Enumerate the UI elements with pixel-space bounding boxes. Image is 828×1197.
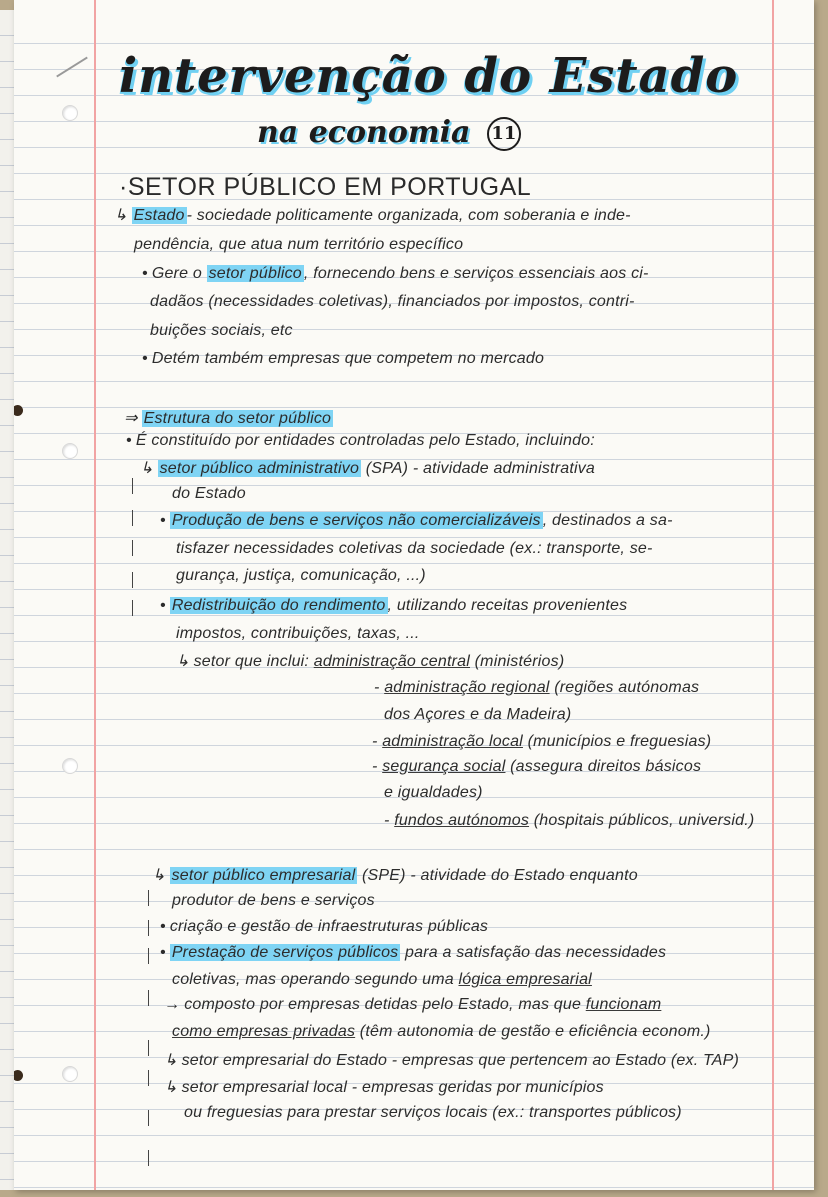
bullet-marker: • <box>160 512 166 529</box>
bullet-marker: • <box>160 944 166 961</box>
note-line <box>384 812 754 830</box>
highlighted-term: Produção de bens e serviços não comercializáveis <box>171 512 541 529</box>
margin-tick <box>148 1150 149 1166</box>
note-text: , fornecendo bens e serviços essenciais aos ci- <box>303 265 649 282</box>
bullet-marker: ↳ <box>164 1052 178 1069</box>
underlined-term: fundos autónomos <box>394 812 530 829</box>
note-text: dos Açores e da Madeira) <box>384 706 572 723</box>
note-line <box>134 236 463 254</box>
note-text: - sociedade politicamente organizada, com soberania e inde- <box>186 207 631 224</box>
bullet-marker: • <box>160 597 166 614</box>
page-subtitle <box>257 115 521 151</box>
note-text: , destinados a sa- <box>542 512 673 529</box>
bullet-marker: ⇒ <box>124 410 138 427</box>
note-text: ou freguesias para prestar serviços locais (ex.: transportes públicos) <box>184 1104 682 1121</box>
note-text: gurança, justiça, comunicação, ...) <box>176 567 426 584</box>
note-text: produtor de bens e serviços <box>172 892 375 909</box>
bullet-marker: ↳ <box>140 460 154 477</box>
note-text: (ministérios) <box>470 653 565 670</box>
note-line <box>184 1104 682 1122</box>
margin-tick <box>148 948 149 964</box>
note-line <box>172 485 246 503</box>
bullet-marker: • <box>160 918 166 935</box>
bullet-marker: • <box>142 265 148 282</box>
note-text: pendência, que atua num território específico <box>134 236 464 253</box>
notebook-page <box>14 0 814 1190</box>
note-text: do Estado <box>172 485 246 502</box>
note-text: (SPA) - atividade administrativa <box>361 460 596 477</box>
note-line <box>172 892 375 910</box>
note-line <box>374 679 699 697</box>
underlined-term: como empresas privadas <box>172 1023 356 1040</box>
note-text: - <box>384 812 395 829</box>
underlined-term: lógica empresarial <box>458 971 592 988</box>
note-text: (regiões autónomas <box>549 679 700 696</box>
note-line <box>372 758 701 776</box>
binder-hole <box>14 1070 23 1081</box>
punch-hole <box>62 1066 78 1082</box>
section-heading: ·SETOR PÚBLICO EM PORTUGAL <box>119 173 532 201</box>
note-text: setor empresarial local - empresas geridas por municípios <box>181 1079 604 1096</box>
margin-tick <box>148 990 149 1006</box>
note-text: tisfazer necessidades coletivas da sociedade (ex.: transporte, se- <box>176 540 653 557</box>
bullet-marker: ↳ <box>152 867 166 884</box>
note-text: buições sociais, etc <box>150 322 293 339</box>
note-line <box>160 918 488 936</box>
underlined-term: segurança social <box>382 758 506 775</box>
note-line <box>172 1023 711 1041</box>
margin-tick <box>132 540 133 556</box>
note-line <box>384 784 483 802</box>
note-line <box>160 944 666 962</box>
highlighted-term: Prestação de serviços públicos <box>171 944 399 961</box>
underlined-term: funcionam <box>585 996 662 1013</box>
bullet-marker: ↳ <box>114 207 128 224</box>
note-line <box>176 567 426 585</box>
underlined-term: administração local <box>382 733 523 750</box>
note-text: - <box>372 758 383 775</box>
note-line <box>164 1050 739 1070</box>
margin-tick <box>132 600 133 616</box>
pencil-mark <box>56 57 88 78</box>
punch-hole <box>62 758 78 774</box>
note-text: setor empresarial do Estado - empresas que pertencem ao Estado (ex. TAP) <box>181 1052 740 1069</box>
margin-tick <box>132 510 133 526</box>
note-text: (municípios e freguesias) <box>522 733 712 750</box>
note-line <box>164 996 661 1014</box>
bullet-marker: ↳ <box>164 1079 178 1096</box>
note-text: Gere o <box>151 265 207 282</box>
note-text: para a satisfação das necessidades <box>400 944 667 961</box>
note-text: , utilizando receitas provenientes <box>387 597 628 614</box>
note-line <box>160 597 627 615</box>
note-text: composto por empresas detidas pelo Estado, mas que <box>184 996 586 1013</box>
punch-hole <box>62 105 78 121</box>
note-line <box>176 540 653 558</box>
underlined-term: administração regional <box>384 679 550 696</box>
underlined-term: administração central <box>313 653 470 670</box>
note-text: e igualdades) <box>384 784 483 801</box>
highlighted-term: setor público <box>208 265 302 282</box>
margin-tick <box>148 1070 149 1086</box>
chapter-number-badge: 11 <box>487 117 521 151</box>
highlighted-term: Redistribuição do rendimento <box>171 597 386 614</box>
note-line <box>114 205 631 225</box>
note-line <box>152 865 638 885</box>
note-line <box>142 265 649 283</box>
margin-tick <box>148 920 149 936</box>
highlighted-term: setor público empresarial <box>171 867 356 884</box>
note-line <box>164 1077 604 1097</box>
bullet-marker: ↳ <box>176 653 190 670</box>
margin-tick <box>132 478 133 494</box>
note-text: dadãos (necessidades coletivas), financiados por impostos, contri- <box>150 293 635 310</box>
binder-hole <box>14 405 23 416</box>
note-line <box>142 350 544 368</box>
note-line <box>150 293 635 311</box>
note-text: Detém também empresas que competem no mercado <box>151 350 545 367</box>
note-text: - <box>374 679 385 696</box>
note-text: coletivas, mas operando segundo uma <box>172 971 459 988</box>
note-text: criação e gestão de infraestruturas públicas <box>169 918 489 935</box>
note-line <box>176 625 420 643</box>
note-line <box>160 512 673 530</box>
note-line <box>384 706 571 724</box>
note-line <box>150 322 293 340</box>
bullet-marker: • <box>126 432 132 449</box>
highlighted-term: Estrutura do setor público <box>143 410 332 427</box>
bullet-marker: → <box>164 996 181 1013</box>
margin-tick <box>132 572 133 588</box>
note-line <box>372 733 711 751</box>
note-text: (têm autonomia de gestão e eficiência econom.) <box>355 1023 711 1040</box>
note-text: - <box>372 733 383 750</box>
note-line <box>124 408 333 428</box>
margin-tick <box>148 1110 149 1126</box>
bullet-marker: • <box>142 350 148 367</box>
note-line <box>126 432 595 450</box>
note-text: (SPE) - atividade do Estado enquanto <box>357 867 638 884</box>
left-margin-line <box>94 0 96 1190</box>
note-line <box>176 651 564 671</box>
note-line <box>140 458 595 478</box>
highlighted-term: Estado <box>133 207 185 224</box>
note-text: setor que inclui: <box>193 653 314 670</box>
note-text: impostos, contribuições, taxas, ... <box>176 625 420 642</box>
note-line <box>172 971 592 989</box>
margin-tick <box>148 1040 149 1056</box>
highlighted-term: setor público administrativo <box>159 460 360 477</box>
page-title: intervenção do Estado <box>119 48 739 104</box>
note-text: É constituído por entidades controladas pelo Estado, incluindo: <box>135 432 595 449</box>
margin-tick <box>148 890 149 906</box>
note-text: (hospitais públicos, universid.) <box>529 812 755 829</box>
punch-hole <box>62 443 78 459</box>
right-margin-line <box>772 0 774 1190</box>
subtitle-text: na economia <box>257 115 471 150</box>
note-text: (assegura direitos básicos <box>505 758 702 775</box>
